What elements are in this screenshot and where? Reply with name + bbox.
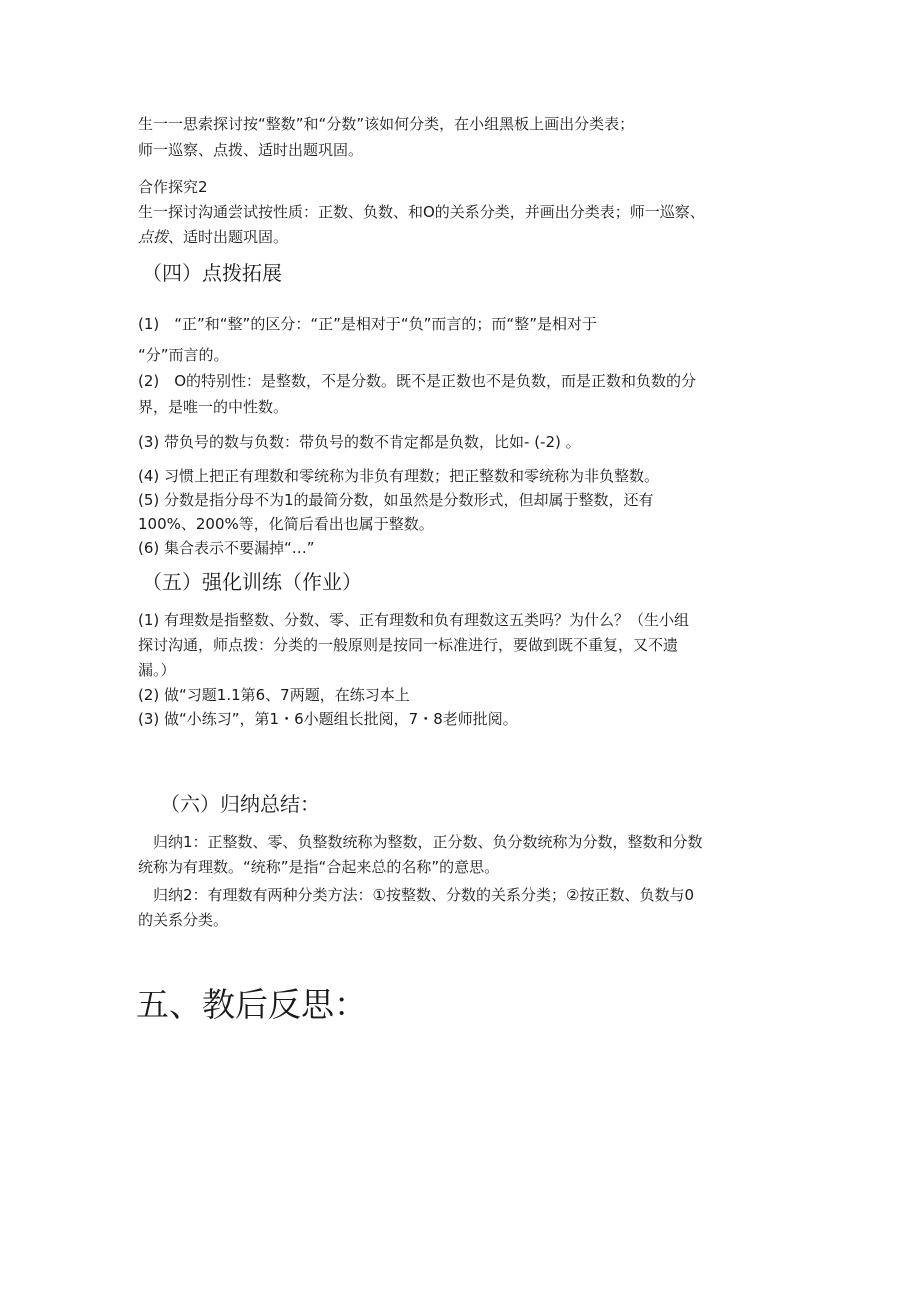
intro-line-1: 生一一思索探讨按“整数”和“分数”该如何分类，在小组黑板上画出分类表； bbox=[138, 115, 635, 133]
section-5-line: 探讨沟通，师点拨：分类的一般原则是按同一标准进行，要做到既不重复，又不遗 bbox=[138, 636, 679, 654]
intro-line-2: 师一巡察、点拨、适时出题巩固。 bbox=[138, 141, 364, 159]
cooperative-line-2 bbox=[138, 227, 288, 247]
reflection-title: 五、教后反思： bbox=[136, 985, 367, 1024]
section-5-line: (3) 做“小练习”，第1・6小题组长批阅，7・8老师批阅。 bbox=[138, 710, 518, 728]
cooperative-heading: 合作探究2 bbox=[138, 178, 208, 196]
section-6-line: 统称为有理数。“统称”是指“合起来总的名称”的意思。 bbox=[138, 858, 500, 876]
section-5-heading: （五）强化训练（作业） bbox=[142, 570, 362, 594]
section-4-line: (1) “正”和“整”的区分：“正”是相对于“负”而言的；而“整”是相对于 bbox=[138, 315, 597, 333]
section-4-line: (5) 分数是指分母不为1的最简分数，如虽然是分数形式，但却属于整数，还有 bbox=[138, 491, 654, 509]
section-4-line: 100%、200%等，化简后看出也属于整数。 bbox=[138, 515, 434, 533]
section-4-line: (3) 带负号的数与负数：带负号的数不肯定都是负数，比如- (-2) 。 bbox=[138, 433, 581, 451]
section-5-line: (2) 做“习题1.1第6、7两题，在练习本上 bbox=[138, 686, 410, 704]
section-4-line: (6) 集合表示不要漏掉“…” bbox=[138, 539, 315, 557]
section-4-line: 界，是唯一的中性数。 bbox=[138, 398, 289, 416]
section-4-heading: （四）点拨拓展 bbox=[142, 261, 282, 285]
section-6-heading: （六）归纳总结： bbox=[160, 792, 320, 816]
cooperative-line-2-rest: 、适时出题巩固。 bbox=[168, 228, 289, 246]
section-4-line: (2) O的特别性：是整数，不是分数。既不是正数也不是负数，而是正数和负数的分 bbox=[138, 372, 697, 390]
italic-word: 点拨 bbox=[138, 228, 169, 246]
section-4-line: (4) 习惯上把正有理数和零统称为非负有理数；把正整数和零统称为非负整数。 bbox=[138, 467, 660, 485]
cooperative-line-1: 生一探讨沟通尝试按性质：正数、负数、和O的关系分类，并画出分类表；师一巡察、 bbox=[138, 203, 705, 221]
section-5-line: 漏。） bbox=[138, 661, 176, 679]
section-5-line: (1) 有理数是指整数、分数、零、正有理数和负有理数这五类吗？为什么？（生小组 bbox=[138, 611, 690, 629]
section-4-line: “分”而言的。 bbox=[138, 346, 229, 364]
section-6-line: 的关系分类。 bbox=[138, 911, 229, 929]
section-6-line: 归纳2：有理数有两种分类方法：①按整数、分数的关系分类；②按正数、负数与0 bbox=[138, 886, 694, 904]
section-6-line: 归纳1：正整数、零、负整数统称为整数，正分数、负分数统称为分数，整数和分数 bbox=[138, 833, 703, 851]
